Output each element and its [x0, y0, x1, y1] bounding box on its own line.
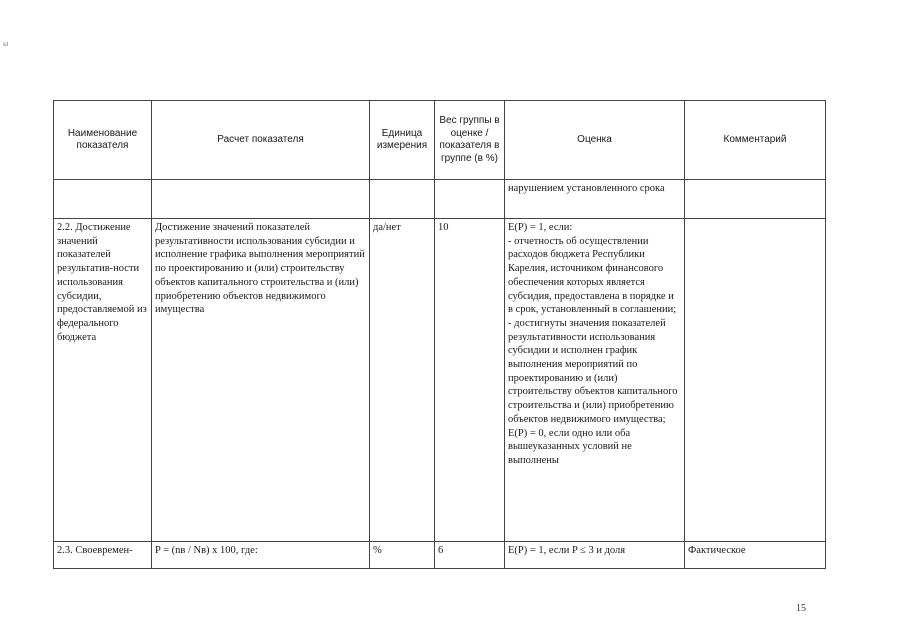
- cell-unit: да/нет: [370, 219, 435, 542]
- rating-line: E(P) = 0, если одно или оба вышеуказанных условий не выполнены: [508, 427, 632, 466]
- cell-weight: 6: [435, 542, 505, 569]
- table-row-continuation: [54, 180, 826, 219]
- header-indicator-calculation: Расчет показателя: [152, 101, 370, 180]
- cell-weight: 10: [435, 219, 505, 542]
- cell-comment: Фактическое: [685, 542, 826, 569]
- cell-rating: нарушением установленного срока: [505, 180, 685, 219]
- cell-calc: Достижение значений показателей результативности использования субсидии и исполнение графика выполнения мероприятий по проектированию и (или) строительству объектов капитального строительства и (или) приобретению объектов недвижимого имущества: [152, 219, 370, 542]
- cell-unit: %: [370, 542, 435, 569]
- cell-unit: [370, 180, 435, 219]
- rating-line: - отчетность об осуществлении расходов бюджета Республики Карелия, источником финансового обеспечения которых является субсидия, предоставлена в порядке и в срок, установленный в соглашении;: [508, 235, 677, 316]
- cell-weight: [435, 180, 505, 219]
- cell-comment: [685, 219, 826, 542]
- header-rating: Оценка: [505, 101, 685, 180]
- header-unit: Единица измерения: [370, 101, 435, 180]
- cell-name: [54, 180, 152, 219]
- cell-rating: E(P) = 1, если P ≤ 3 и доля: [505, 542, 685, 569]
- header-comment: Комментарий: [685, 101, 826, 180]
- rating-line: E(P) = 1, если:: [508, 222, 573, 233]
- table-header-row: [54, 101, 826, 180]
- cell-rating: [505, 219, 685, 542]
- scan-mark: Ы: [3, 42, 9, 48]
- header-weight: Вес группы в оценке / показателя в группе (в %): [435, 101, 505, 180]
- rating-line: - достигнуты значения показателей результативности использования субсидии и исполнен график выполнения мероприятий по проектированию и (или) строительству объектов капитального строительства и (или) приобретению объектов недвижимого имущества;: [508, 317, 678, 425]
- table-row-2-2: [54, 219, 826, 542]
- cell-calc: P = (nв / Nв) x 100, где:: [152, 542, 370, 569]
- page-number: 15: [796, 603, 806, 614]
- cell-calc: [152, 180, 370, 219]
- cell-comment: [685, 180, 826, 219]
- header-indicator-name: Наименование показателя: [54, 101, 152, 180]
- table-row-2-3: [54, 542, 826, 569]
- indicator-table: [53, 100, 826, 569]
- cell-name: 2.3. Своевремен-: [54, 542, 152, 569]
- cell-name: 2.2. Достижение значений показателей результатив-ности использования субсидии, предоставляемой из федерального бюджета: [54, 219, 152, 542]
